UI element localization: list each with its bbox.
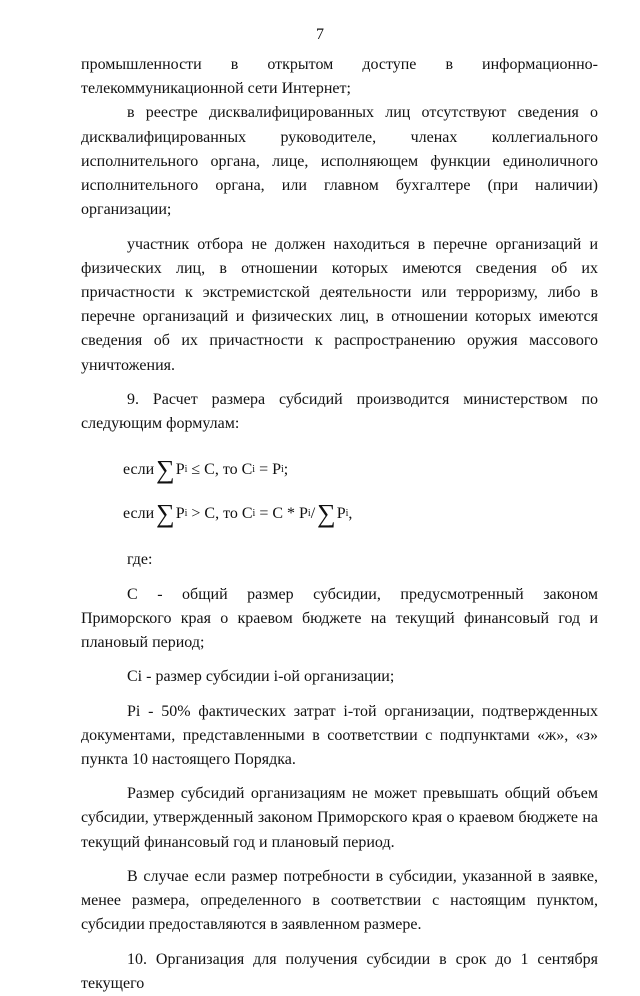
formula-2-p-denominator-index: i [345,508,349,520]
formula-1-prefix: если [123,461,155,479]
formula-1-condition: ≤ C, то C [187,461,253,479]
paragraph-where: где: [127,551,153,569]
formula-2-divide: / [310,505,316,523]
formula-case-1 [123,448,598,492]
paragraph-definition-c: C - общий размер субсидии, предусмотренный законом Приморского края о краевом бюджете на текущий финансовый год и плановый период; [81,585,598,651]
formula-1-end: ; [283,461,289,479]
paragraph-internet: промышленности в открытом доступе в информационно-телекоммуникационной сети Интернет; [81,56,598,98]
spacer [81,536,598,548]
formula-2-end: , [348,505,353,523]
formula-2-prefix: если [123,505,155,523]
formula-1-p: P [175,461,185,479]
formula-2-sum-sign: ∑ [156,499,175,529]
formula-1-sum-sign: ∑ [156,455,175,485]
formula-1-result-index: i [281,464,284,476]
page-number: 7 [316,26,324,43]
formula-2-p-denominator: P [336,505,346,523]
formula-case-2 [123,492,598,536]
formula-2-result: = C * P [255,505,308,523]
formula-2-condition: > C, то C [187,505,253,523]
formula-2-p: P [175,505,185,523]
formula-2-result-index: i [307,508,311,520]
paragraph-extremism-list: участник отбора не должен находиться в перечне организаций и физических лиц, в отношении которых имеются сведения об их причастности к экстремистской деятельности или терроризму, либо в перечне организаций и физических лиц, в отношении которых имеются сведения об их причастности к распространению оружия массового уничтожения. [81,235,598,374]
paragraph-subsidy-calculation: 9. Расчет размера субсидий производится министерством по следующим формулам: [81,390,598,433]
formula-1-c-index: i [252,464,256,476]
paragraph-limit: Размер субсидий организациям не может превышать общий объем субсидии, утвержденный законом Приморского края о краевом бюджете на текущий финансовый год и плановый период. [81,785,598,851]
paragraph-demand-case: В случае если размер потребности в субсидии, указанной в заявке, менее размера, определенного в соответствии с настоящим пунктом, субсидии предоставляются в заявленном размере. [81,867,598,934]
formula-2-p-index: i [184,508,188,520]
formula-2-c-index: i [252,508,256,520]
formula-1-p-index: i [184,464,188,476]
paragraph-disqualified-registry: в реестре дисквалифицированных лиц отсутствуют сведения о дисквалифицированных руководителе, членах коллегиального исполнительного органа, лице, исполняющем функции единоличного исполнительного органа, или главном бухгалтере (при наличии) организации; [81,104,598,219]
body-text [81,53,598,996]
paragraph-definition-ci: Ci - размер субсидии i-ой организации; [127,668,395,686]
formula-1-result: = P [255,461,281,479]
formula-2-sum-sign-denominator: ∑ [317,499,336,529]
paragraph-item-10: 10. Организация для получения субсидии в срок до 1 сентября текущего [81,950,598,992]
paragraph-definition-pi: Pi - 50% фактических затрат i-той организации, подтвержденных документами, представленными в соответствии с подпунктами «ж», «з» пункта 10 настоящего Порядка. [81,702,598,768]
